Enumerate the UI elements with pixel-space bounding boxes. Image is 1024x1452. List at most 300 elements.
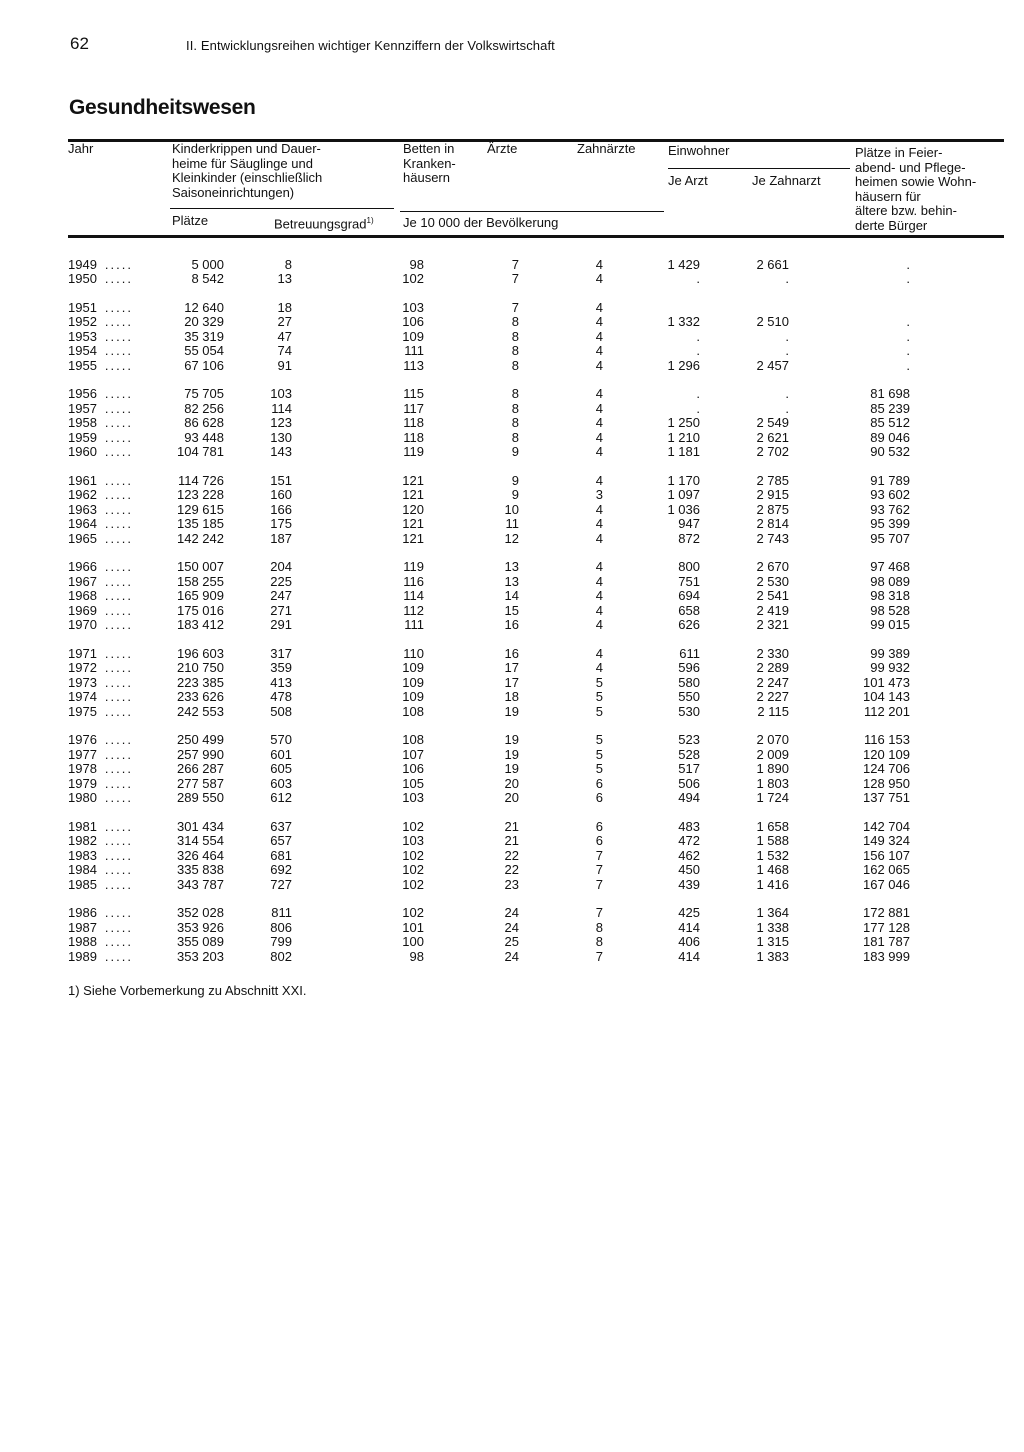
cell-plaetze-feierabend: 93 762 [870, 501, 910, 517]
cell-betreuungsgrad: 692 [270, 862, 292, 877]
cell-plaetze-feierabend: 172 881 [863, 905, 910, 920]
cell-zahnaerzte: 4 [595, 617, 603, 632]
table-row [0, 402, 1024, 417]
leader-dots: ..... [104, 674, 133, 690]
cell-je-arzt: 658 [678, 602, 700, 618]
cell-aerzte: 24 [504, 905, 519, 920]
table-row [0, 762, 1024, 777]
cell-betreuungsgrad: 601 [270, 746, 292, 762]
cell-plaetze: 353 203 [177, 948, 224, 964]
cell-jahr-value: 1970 [68, 617, 97, 632]
cell-je-arzt: 751 [678, 573, 700, 589]
cell-zahnaerzte: 4 [595, 357, 603, 373]
cell-aerzte: 25 [504, 934, 519, 949]
cell-plaetze: 266 287 [177, 761, 224, 776]
cell-jahr-value: 1963 [68, 501, 97, 517]
cell-zahnaerzte: 5 [595, 703, 603, 719]
cell-jahr-value: 1968 [68, 588, 97, 603]
cell-betten: 121 [402, 530, 424, 546]
leader-dots: ..... [104, 948, 133, 964]
cell-jahr-value: 1954 [68, 343, 97, 358]
cell-je-zahnarzt: 2 289 [756, 660, 789, 675]
cell-betreuungsgrad: 47 [277, 328, 292, 344]
cell-je-zahnarzt: 2 785 [756, 472, 789, 488]
cell-plaetze: 196 603 [177, 645, 224, 661]
leader-dots: ..... [104, 919, 133, 935]
cell-je-arzt: . [696, 400, 700, 416]
cell-jahr [68, 762, 158, 777]
cell-plaetze-feierabend: 181 787 [863, 934, 910, 949]
table-row [0, 921, 1024, 936]
cell-jahr-value: 1977 [68, 746, 97, 762]
cell-zahnaerzte: 4 [595, 328, 603, 344]
cell-je-zahnarzt: 2 419 [756, 602, 789, 618]
cell-aerzte: 19 [504, 746, 519, 762]
cell-betreuungsgrad: 657 [270, 833, 292, 848]
cell-je-arzt: 1 250 [667, 415, 700, 430]
table-row [0, 777, 1024, 792]
cell-jahr-value: 1979 [68, 775, 97, 791]
cell-plaetze: 35 319 [184, 328, 224, 344]
bevoelkerung-rule [400, 211, 664, 212]
cell-betten: 109 [402, 660, 424, 675]
table-row [0, 589, 1024, 604]
cell-jahr-value: 1956 [68, 386, 97, 401]
cell-je-arzt: 872 [678, 530, 700, 546]
cell-zahnaerzte: 4 [595, 386, 603, 401]
cell-plaetze: 67 106 [184, 357, 224, 373]
cell-plaetze: 257 990 [177, 746, 224, 762]
cell-je-arzt: 1 429 [667, 256, 700, 272]
cell-plaetze-feierabend: 90 532 [870, 444, 910, 459]
cell-betreuungsgrad: 247 [270, 588, 292, 603]
cell-plaetze: 142 242 [177, 530, 224, 546]
cell-jahr [68, 387, 158, 402]
cell-betreuungsgrad: 508 [270, 703, 292, 719]
cell-je-zahnarzt: 2 457 [756, 357, 789, 373]
header-betten-line: häusern [403, 170, 450, 185]
leader-dots: ..... [104, 271, 133, 286]
cell-betten: 98 [409, 948, 424, 964]
cell-jahr [68, 431, 158, 446]
cell-jahr [68, 532, 158, 547]
cell-plaetze-feierabend: 98 089 [870, 573, 910, 589]
cell-je-zahnarzt: 1 532 [756, 847, 789, 863]
cell-zahnaerzte: 4 [595, 660, 603, 675]
leader-dots: ..... [104, 660, 133, 675]
cell-jahr [68, 849, 158, 864]
table-row [0, 330, 1024, 345]
cell-plaetze-feierabend: 95 707 [870, 530, 910, 546]
cell-zahnaerzte: 4 [595, 501, 603, 517]
cell-betten: 118 [403, 415, 424, 430]
cell-zahnaerzte: 6 [595, 775, 603, 791]
cell-je-zahnarzt: 1 338 [756, 919, 789, 935]
cell-aerzte: 20 [504, 790, 519, 805]
cell-zahnaerzte: 4 [595, 472, 603, 488]
cell-betten: 102 [402, 818, 424, 834]
cell-zahnaerzte: 4 [595, 400, 603, 416]
leader-dots: ..... [104, 862, 133, 877]
cell-jahr [68, 402, 158, 417]
cell-jahr [68, 820, 158, 835]
cell-jahr [68, 618, 158, 633]
cell-je-arzt: 483 [678, 818, 700, 834]
cell-je-arzt: . [696, 271, 700, 286]
header-jahr: Jahr [68, 141, 94, 156]
cell-plaetze: 223 385 [177, 674, 224, 690]
table-row [0, 604, 1024, 619]
cell-zahnaerzte: 6 [595, 790, 603, 805]
cell-betten: 121 [402, 472, 424, 488]
cell-aerzte: 22 [504, 862, 519, 877]
cell-je-arzt: 462 [678, 847, 700, 863]
cell-je-arzt: 626 [678, 617, 700, 632]
cell-je-arzt: 506 [678, 775, 700, 791]
cell-zahnaerzte: 6 [595, 833, 603, 848]
table-row [0, 315, 1024, 330]
leader-dots: ..... [104, 790, 133, 805]
cell-jahr [68, 488, 158, 503]
cell-jahr [68, 863, 158, 878]
cell-betten: 116 [403, 573, 424, 589]
cell-je-arzt: 517 [678, 761, 700, 776]
cell-je-zahnarzt: 1 383 [756, 948, 789, 964]
cell-je-arzt: 523 [678, 732, 700, 747]
cell-aerzte: 20 [504, 775, 519, 791]
cell-jahr [68, 906, 158, 921]
cell-betreuungsgrad: 271 [270, 602, 292, 618]
table-row [0, 517, 1024, 532]
cell-betreuungsgrad: 612 [270, 790, 292, 805]
header-plaetze-feierabend-line: abend- und Pflege- [855, 159, 966, 175]
cell-betten: 120 [402, 501, 424, 517]
cell-betreuungsgrad: 570 [270, 732, 292, 747]
cell-zahnaerzte: 4 [595, 343, 603, 358]
cell-betreuungsgrad: 478 [270, 689, 292, 704]
cell-jahr-value: 1964 [68, 516, 97, 531]
cell-plaetze-feierabend: 99 389 [870, 645, 910, 661]
cell-betten: 103 [402, 833, 424, 848]
leader-dots: ..... [104, 256, 133, 272]
cell-betten: 102 [402, 847, 424, 863]
cell-plaetze: 352 028 [177, 905, 224, 920]
cell-je-zahnarzt: 1 890 [756, 761, 789, 776]
cell-aerzte: 19 [504, 761, 519, 776]
leader-dots: ..... [104, 934, 133, 949]
cell-betten: 118 [403, 429, 424, 445]
cell-jahr [68, 705, 158, 720]
cell-je-zahnarzt: 1 364 [756, 905, 789, 920]
cell-aerzte: 18 [504, 689, 519, 704]
cell-je-arzt: 530 [678, 703, 700, 719]
cell-jahr [68, 690, 158, 705]
cell-plaetze-feierabend: 98 528 [870, 602, 910, 618]
cell-je-zahnarzt: 1 588 [756, 833, 789, 848]
cell-je-zahnarzt: 2 549 [756, 415, 789, 430]
cell-je-zahnarzt: 2 247 [756, 674, 789, 690]
cell-je-zahnarzt: 2 541 [756, 588, 789, 603]
header-betten [403, 142, 456, 186]
cell-je-arzt: 494 [678, 790, 700, 805]
cell-je-zahnarzt: . [785, 400, 789, 416]
leader-dots: ..... [104, 775, 133, 791]
cell-je-arzt: 439 [678, 876, 700, 892]
cell-plaetze-feierabend: . [906, 357, 910, 373]
cell-plaetze-feierabend: 97 468 [870, 559, 910, 574]
cell-zahnaerzte: 4 [595, 645, 603, 661]
cell-betten: 109 [402, 689, 424, 704]
cell-plaetze-feierabend: 101 473 [863, 674, 910, 690]
header-kinderkrippen-line: Kleinkinder (einschließlich [172, 170, 323, 185]
cell-aerzte: 8 [511, 343, 519, 358]
cell-aerzte: 7 [511, 256, 519, 272]
cell-plaetze: 150 007 [177, 559, 224, 574]
cell-betreuungsgrad: 806 [270, 919, 292, 935]
header-plaetze-feierabend [855, 146, 976, 233]
cell-zahnaerzte: 7 [595, 948, 603, 964]
cell-jahr [68, 834, 158, 849]
cell-jahr-value: 1988 [68, 934, 97, 949]
cell-jahr [68, 604, 158, 619]
cell-jahr-value: 1985 [68, 876, 97, 892]
cell-betten: 109 [402, 674, 424, 690]
cell-jahr [68, 330, 158, 345]
table-row [0, 935, 1024, 950]
cell-plaetze: 20 329 [184, 314, 224, 329]
cell-je-zahnarzt: . [785, 343, 789, 358]
cell-betreuungsgrad: 291 [270, 617, 292, 632]
leader-dots: ..... [104, 501, 133, 517]
cell-jahr-value: 1974 [68, 689, 97, 704]
cell-jahr-value: 1965 [68, 530, 97, 546]
cell-betreuungsgrad: 727 [270, 876, 292, 892]
cell-betten: 121 [402, 487, 424, 502]
cell-jahr-value: 1966 [68, 559, 97, 574]
table-row [0, 748, 1024, 763]
cell-plaetze-feierabend: 89 046 [870, 429, 910, 445]
cell-je-arzt: 450 [678, 862, 700, 877]
header-plaetze-feierabend-line: derte Bürger [855, 217, 928, 233]
leader-dots: ..... [104, 588, 133, 603]
cell-betreuungsgrad: 359 [270, 660, 292, 675]
cell-betreuungsgrad: 151 [270, 472, 292, 488]
cell-jahr [68, 791, 158, 806]
cell-zahnaerzte: 8 [595, 919, 603, 935]
cell-zahnaerzte: 4 [595, 256, 603, 272]
cell-zahnaerzte: 8 [595, 934, 603, 949]
cell-plaetze: 114 726 [177, 472, 224, 488]
cell-jahr-value: 1975 [68, 703, 97, 719]
cell-je-zahnarzt: 2 115 [757, 703, 789, 719]
cell-zahnaerzte: 4 [595, 530, 603, 546]
cell-plaetze: 242 553 [177, 703, 224, 719]
cell-plaetze-feierabend: 104 143 [863, 689, 910, 704]
cell-betten: 119 [403, 559, 424, 574]
cell-je-arzt: 947 [678, 516, 700, 531]
table-row [0, 820, 1024, 835]
leader-dots: ..... [104, 400, 133, 416]
leader-dots: ..... [104, 573, 133, 589]
leader-dots: ..... [104, 905, 133, 920]
leader-dots: ..... [104, 617, 133, 632]
cell-plaetze: 250 499 [177, 732, 224, 747]
cell-betreuungsgrad: 225 [270, 573, 292, 589]
cell-zahnaerzte: 4 [595, 415, 603, 430]
cell-plaetze-feierabend: 95 399 [870, 516, 910, 531]
cell-aerzte: 8 [511, 328, 519, 344]
leader-dots: ..... [104, 415, 133, 430]
table-row [0, 575, 1024, 590]
cell-betreuungsgrad: 160 [270, 487, 292, 502]
cell-je-arzt: 1 097 [667, 487, 700, 502]
cell-aerzte: 8 [511, 429, 519, 445]
cell-betreuungsgrad: 123 [270, 415, 292, 430]
cell-zahnaerzte: 4 [595, 444, 603, 459]
cell-betten: 98 [409, 256, 424, 272]
cell-plaetze-feierabend: . [906, 271, 910, 286]
cell-zahnaerzte: 5 [595, 674, 603, 690]
cell-betten: 109 [402, 328, 424, 344]
cell-plaetze: 233 626 [177, 689, 224, 704]
cell-jahr-value: 1957 [68, 400, 97, 416]
cell-aerzte: 16 [504, 645, 519, 661]
cell-zahnaerzte: 5 [595, 732, 603, 747]
leader-dots: ..... [104, 299, 133, 315]
cell-jahr [68, 935, 158, 950]
cell-plaetze-feierabend: 183 999 [863, 948, 910, 964]
table-row [0, 834, 1024, 849]
cell-je-arzt: 1 332 [667, 314, 700, 329]
table-row [0, 878, 1024, 893]
cell-jahr [68, 416, 158, 431]
cell-jahr-value: 1978 [68, 761, 97, 776]
table-row [0, 344, 1024, 359]
cell-jahr-value: 1983 [68, 847, 97, 863]
cell-betten: 113 [403, 357, 424, 373]
cell-betreuungsgrad: 681 [270, 847, 292, 863]
cell-betten: 115 [403, 386, 424, 401]
cell-je-zahnarzt: 2 621 [756, 429, 789, 445]
cell-aerzte: 8 [511, 400, 519, 416]
cell-jahr-value: 1986 [68, 905, 97, 920]
table-row [0, 301, 1024, 316]
cell-zahnaerzte: 5 [595, 689, 603, 704]
leader-dots: ..... [104, 746, 133, 762]
cell-jahr [68, 777, 158, 792]
cell-zahnaerzte: 7 [595, 847, 603, 863]
cell-aerzte: 14 [504, 588, 519, 603]
cell-jahr-value: 1980 [68, 790, 97, 805]
cell-jahr-value: 1984 [68, 862, 97, 877]
cell-plaetze: 12 640 [184, 299, 224, 315]
cell-betten: 112 [403, 602, 424, 618]
table-row [0, 705, 1024, 720]
cell-je-zahnarzt: 2 661 [756, 256, 789, 272]
header-je-10000: Je 10 000 der Bevölkerung [403, 215, 559, 230]
table-row [0, 950, 1024, 965]
cell-plaetze: 353 926 [177, 919, 224, 935]
cell-aerzte: 11 [505, 516, 519, 531]
cell-betreuungsgrad: 114 [271, 400, 292, 416]
cell-je-arzt: . [696, 386, 700, 401]
leader-dots: ..... [104, 314, 133, 329]
cell-aerzte: 23 [504, 876, 519, 892]
cell-je-arzt: 580 [678, 674, 700, 690]
table-row [0, 618, 1024, 633]
cell-zahnaerzte: 7 [595, 862, 603, 877]
cell-je-arzt: 596 [678, 660, 700, 675]
leader-dots: ..... [104, 386, 133, 401]
cell-je-zahnarzt: . [785, 328, 789, 344]
cell-je-arzt: 1 296 [667, 357, 700, 373]
cell-plaetze-feierabend: 177 128 [863, 919, 910, 935]
cell-jahr-value: 1953 [68, 328, 97, 344]
table-row [0, 431, 1024, 446]
cell-je-zahnarzt: 2 321 [756, 617, 789, 632]
cell-plaetze: 8 542 [191, 271, 224, 286]
cell-plaetze-feierabend: 99 932 [870, 660, 910, 675]
cell-aerzte: 8 [511, 386, 519, 401]
cell-plaetze-feierabend: 99 015 [870, 617, 910, 632]
cell-plaetze-feierabend: . [906, 256, 910, 272]
cell-je-zahnarzt: 1 416 [756, 876, 789, 892]
cell-betreuungsgrad: 204 [270, 559, 292, 574]
cell-plaetze: 135 185 [177, 516, 224, 531]
cell-jahr-value: 1952 [68, 314, 97, 329]
cell-zahnaerzte: 4 [595, 314, 603, 329]
cell-aerzte: 7 [511, 271, 519, 286]
cell-je-arzt: 1 181 [667, 444, 700, 459]
cell-je-arzt: . [696, 328, 700, 344]
cell-betreuungsgrad: 130 [270, 429, 292, 445]
leader-dots: ..... [104, 516, 133, 531]
cell-aerzte: 24 [504, 948, 519, 964]
kinderkrippen-rule [170, 208, 394, 209]
cell-betten: 110 [403, 645, 424, 661]
cell-je-arzt: 611 [679, 645, 700, 661]
cell-betten: 114 [403, 588, 424, 603]
cell-zahnaerzte: 5 [595, 761, 603, 776]
cell-je-zahnarzt: 2 670 [756, 559, 789, 574]
leader-dots: ..... [104, 343, 133, 358]
cell-je-zahnarzt: 2 702 [756, 444, 789, 459]
cell-betreuungsgrad: 413 [270, 674, 292, 690]
cell-betreuungsgrad: 27 [277, 314, 292, 329]
cell-plaetze-feierabend: 142 704 [863, 818, 910, 834]
cell-betten: 111 [404, 343, 424, 358]
cell-je-zahnarzt: 2 330 [756, 645, 789, 661]
cell-betten: 106 [402, 761, 424, 776]
cell-jahr-value: 1958 [68, 415, 97, 430]
cell-plaetze-feierabend: 85 512 [870, 415, 910, 430]
cell-betten: 102 [402, 876, 424, 892]
cell-plaetze: 75 705 [184, 386, 224, 401]
cell-zahnaerzte: 3 [595, 487, 603, 502]
cell-jahr-value: 1972 [68, 660, 97, 675]
leader-dots: ..... [104, 703, 133, 719]
cell-jahr-value: 1973 [68, 674, 97, 690]
cell-betten: 102 [402, 862, 424, 877]
cell-plaetze: 82 256 [184, 400, 224, 416]
cell-jahr [68, 315, 158, 330]
cell-je-zahnarzt: 2 510 [756, 314, 789, 329]
cell-aerzte: 8 [511, 314, 519, 329]
cell-je-arzt: 414 [678, 919, 700, 935]
cell-betreuungsgrad: 166 [270, 501, 292, 517]
cell-zahnaerzte: 5 [595, 746, 603, 762]
table-row [0, 474, 1024, 489]
